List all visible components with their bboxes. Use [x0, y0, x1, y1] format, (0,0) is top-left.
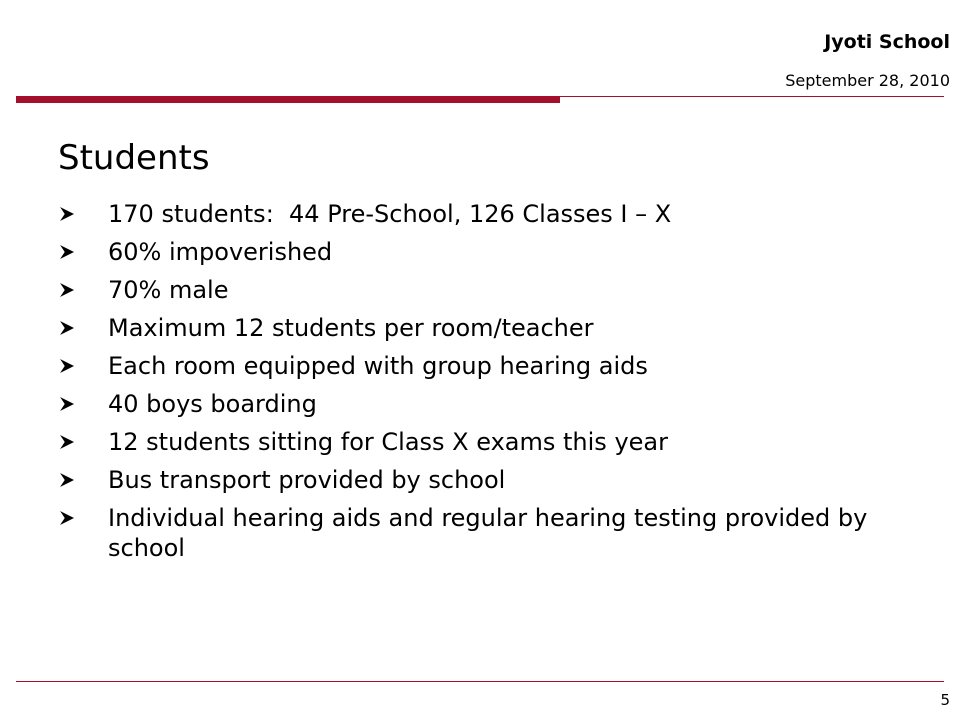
- bullet-item: [58, 389, 898, 419]
- arrow-bullet-icon: [58, 465, 108, 495]
- arrow-bullet-icon: [58, 389, 108, 419]
- bullet-item: [58, 313, 898, 343]
- bullet-text: Individual hearing aids and regular hearing testing provided by school: [108, 504, 875, 562]
- bullet-text: 12 students sitting for Class X exams this year: [108, 428, 668, 456]
- bullet-text: 70% male: [108, 276, 229, 304]
- bullet-text: Each room equipped with group hearing aids: [108, 352, 648, 380]
- arrow-bullet-icon: [58, 199, 108, 229]
- bullet-text: 60% impoverished: [108, 238, 333, 266]
- slide-date: September 28, 2010: [785, 71, 950, 90]
- arrow-bullet-icon: [58, 351, 108, 381]
- bullet-text: Bus transport provided by school: [108, 466, 506, 494]
- bullet-item: [58, 237, 898, 267]
- arrow-bullet-icon: [58, 503, 108, 533]
- bullet-list: [58, 199, 898, 571]
- bullet-text: 40 boys boarding: [108, 390, 317, 418]
- arrow-bullet-icon: [58, 275, 108, 305]
- header-divider-thin: [560, 96, 944, 97]
- arrow-bullet-icon: [58, 237, 108, 267]
- bullet-item: [58, 503, 898, 563]
- bullet-item: [58, 465, 898, 495]
- bullet-item: [58, 275, 898, 305]
- arrow-bullet-icon: [58, 313, 108, 343]
- page-number: 5: [940, 691, 950, 709]
- bullet-text: 170 students: 44 Pre-School, 126 Classes I – X: [108, 200, 672, 228]
- bullet-item: [58, 199, 898, 229]
- arrow-bullet-icon: [58, 427, 108, 457]
- header-divider-thick: [16, 96, 560, 103]
- slide-title: Students: [58, 138, 210, 178]
- bullet-item: [58, 427, 898, 457]
- footer-divider: [16, 681, 944, 682]
- bullet-text: Maximum 12 students per room/teacher: [108, 314, 594, 342]
- bullet-item: [58, 351, 898, 381]
- org-name: Jyoti School: [824, 31, 950, 53]
